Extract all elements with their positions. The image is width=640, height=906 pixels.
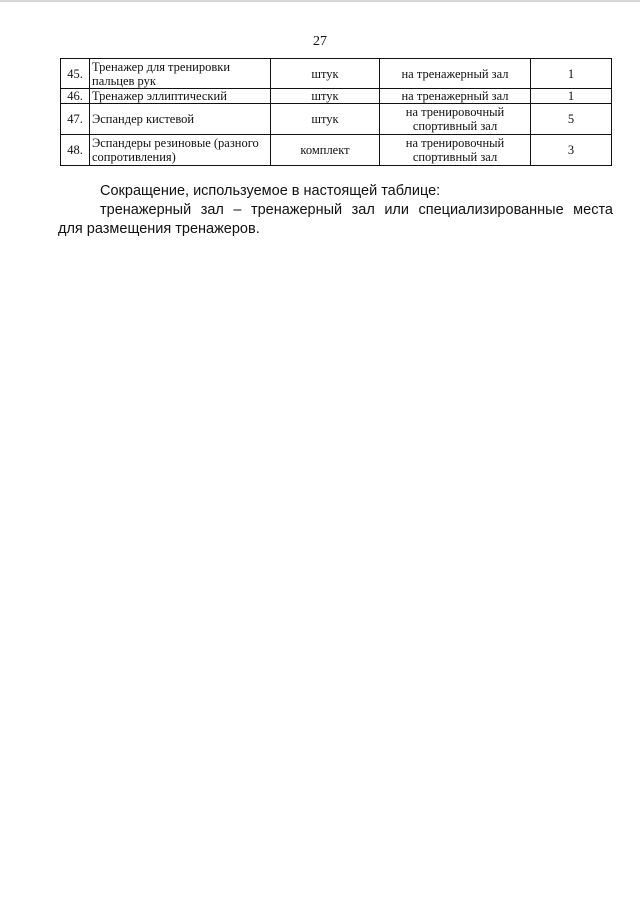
abbreviation-note (58, 182, 613, 239)
row-number: 46. (61, 89, 90, 104)
unit-of-measure: штук (271, 104, 380, 135)
location (380, 89, 531, 104)
row-number: 45. (61, 59, 90, 89)
table-row (61, 104, 612, 135)
note-definition-line: тренажерный зал – тренажерный зал или специализированные места (100, 202, 613, 218)
page-top-edge (0, 0, 640, 2)
location (380, 59, 531, 89)
quantity: 3 (531, 135, 612, 166)
quantity: 1 (531, 59, 612, 89)
location-line: спортивный зал (412, 150, 498, 164)
equipment-name-line: Тренажер для тренировки (92, 59, 231, 74)
equipment-name-line: Эспандер кистевой (92, 112, 195, 126)
table-row (61, 89, 612, 104)
equipment-name (90, 89, 271, 104)
location (380, 135, 531, 166)
location-line: на тренажерный зал (401, 66, 509, 81)
row-number: 48. (61, 135, 90, 166)
location-line: на тренировочный (405, 105, 505, 119)
equipment-table (60, 58, 612, 166)
equipment-name (90, 135, 271, 166)
location-line: на тренировочный (405, 136, 505, 150)
page-number: 27 (313, 34, 327, 49)
note-definition-line: для размещения тренажеров. (58, 221, 260, 237)
equipment-name-line: Эспандеры резиновые (разного (92, 136, 259, 150)
equipment-name (90, 104, 271, 135)
location-line: на тренажерный зал (401, 89, 509, 103)
quantity: 1 (531, 89, 612, 104)
unit-of-measure: штук (271, 89, 380, 104)
unit-of-measure: комплект (271, 135, 380, 166)
location-line: спортивный зал (412, 119, 498, 133)
equipment-name-line: пальцев рук (92, 73, 156, 88)
equipment-name (90, 59, 271, 89)
location (380, 104, 531, 135)
note-heading: Сокращение, используемое в настоящей таблице: (100, 183, 441, 199)
equipment-name-line: Тренажер эллиптический (92, 89, 227, 103)
unit-of-measure: штук (271, 59, 380, 89)
table-row (61, 135, 612, 166)
table-row (61, 59, 612, 89)
row-number: 47. (61, 104, 90, 135)
quantity: 5 (531, 104, 612, 135)
equipment-name-line: сопротивления) (92, 150, 176, 164)
